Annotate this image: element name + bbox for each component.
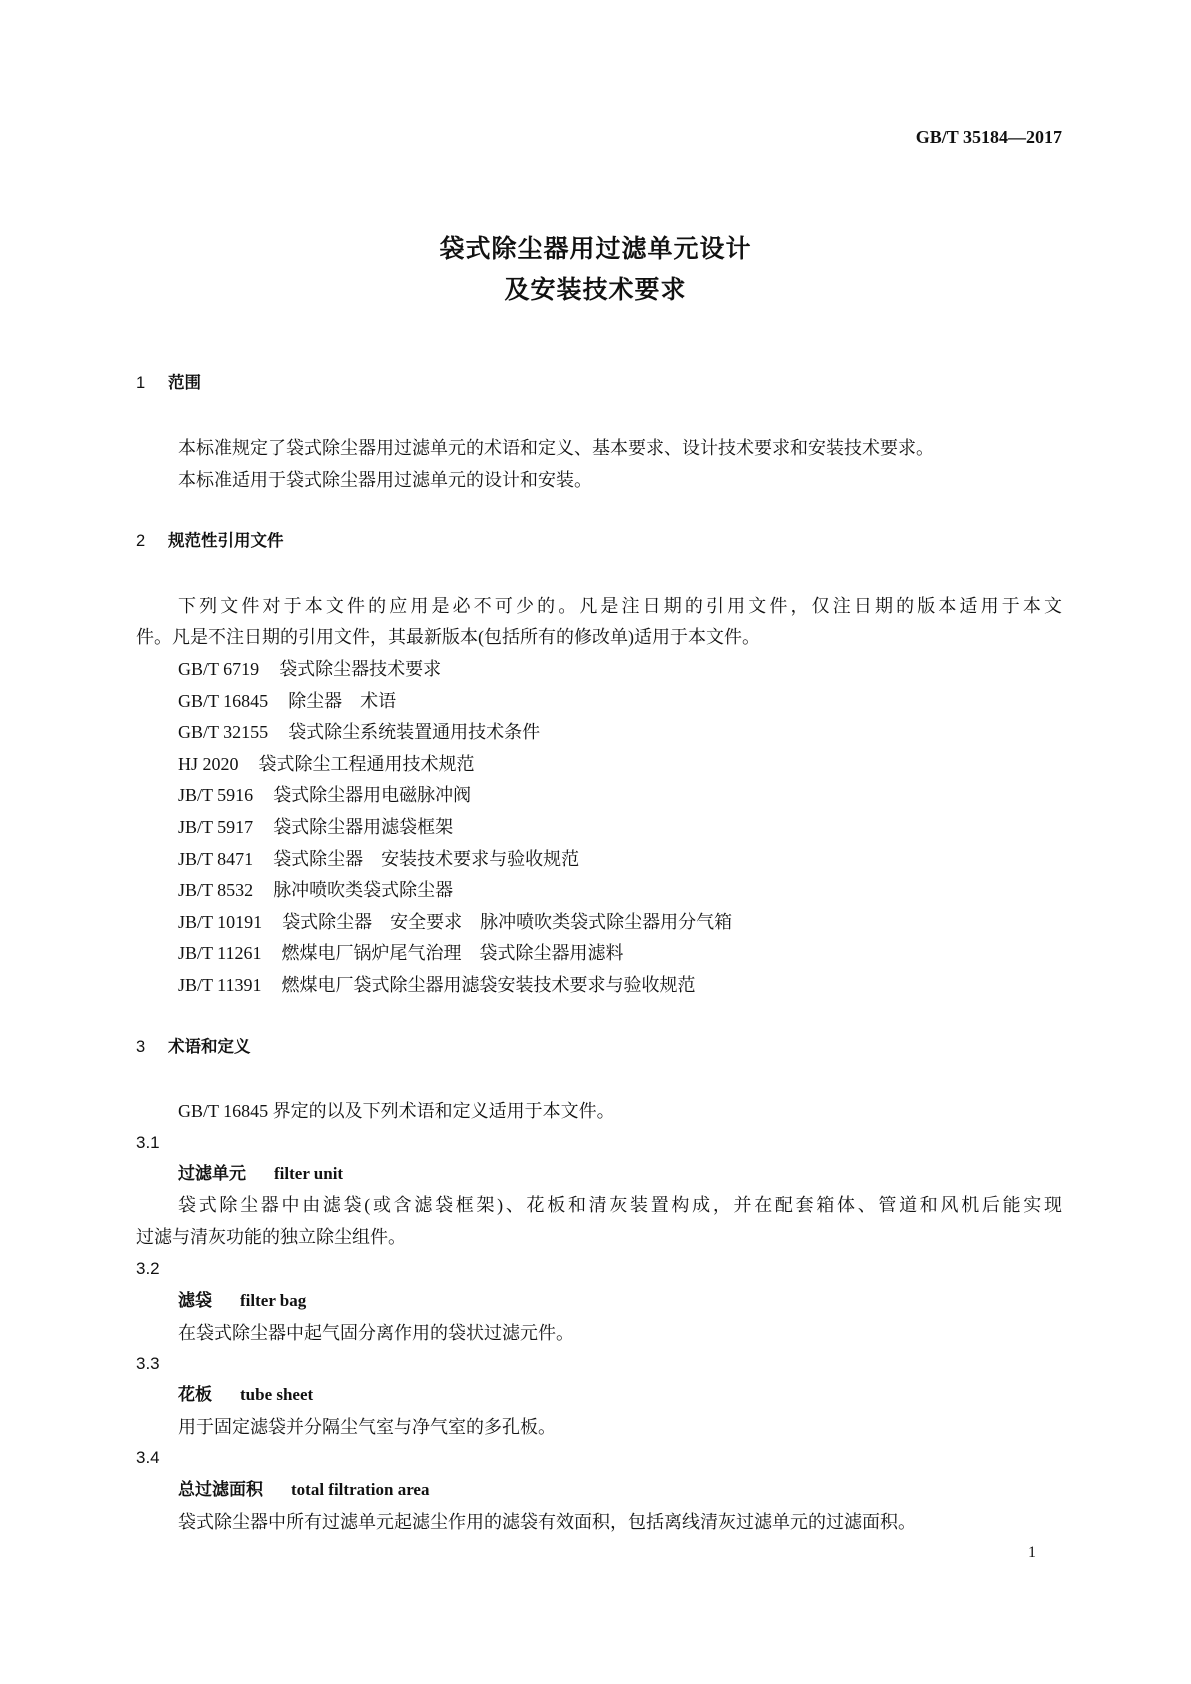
section-1-heading bbox=[136, 375, 201, 392]
reference-item bbox=[178, 818, 453, 836]
term-definition: 在袋式除尘器中起气固分离作用的袋状过滤元件。 bbox=[178, 1323, 574, 1343]
reference-item bbox=[178, 881, 453, 899]
term-zh: 总过滤面积 bbox=[178, 1480, 263, 1500]
reference-code: GB/T 6719 bbox=[178, 659, 260, 679]
term-number: 3.1 bbox=[136, 1133, 160, 1152]
reference-title: 袋式除尘工程通用技术规范 bbox=[258, 753, 475, 774]
term-en: tube sheet bbox=[240, 1385, 314, 1404]
term-en: filter unit bbox=[274, 1164, 344, 1183]
term-heading bbox=[178, 1386, 313, 1404]
term-definition: 袋式除尘器中由滤袋(或含滤袋框架)、花板和清灰装置构成，并在配套箱体、管道和风机后能实现 bbox=[178, 1195, 1062, 1215]
term-definition: 过滤与清灰功能的独立除尘组件。 bbox=[136, 1227, 406, 1247]
reference-item bbox=[178, 755, 475, 773]
paragraph: 件。凡是不注日期的引用文件，其最新版本(包括所有的修改单)适用于本文件。 bbox=[136, 627, 760, 647]
term-zh: 滤袋 bbox=[178, 1291, 212, 1311]
term-definition: 袋式除尘器中所有过滤单元起滤尘作用的滤袋有效面积，包括离线清灰过滤单元的过滤面积。 bbox=[178, 1512, 916, 1532]
document-code: GB/T 35184—2017 bbox=[915, 127, 1062, 147]
reference-title: 脉冲喷吹类袋式除尘器 bbox=[273, 880, 454, 901]
reference-item bbox=[178, 786, 471, 804]
title-line-2: 及安装技术要求 bbox=[504, 275, 687, 304]
reference-title: 袋式除尘器用电磁脉冲阀 bbox=[273, 785, 472, 806]
reference-title: 燃煤电厂锅炉尾气治理 袋式除尘器用滤料 bbox=[281, 943, 624, 964]
reference-title: 袋式除尘器 安装技术要求与验收规范 bbox=[273, 848, 580, 869]
term-number: 3.4 bbox=[136, 1448, 160, 1467]
paragraph: GB/T 16845 界定的以及下列术语和定义适用于本文件。 bbox=[178, 1101, 615, 1121]
term-en: total filtration area bbox=[291, 1480, 430, 1499]
term-heading bbox=[178, 1292, 306, 1310]
reference-title: 袋式除尘器 安全要求 脉冲喷吹类袋式除尘器用分气箱 bbox=[282, 911, 733, 932]
term-zh: 花板 bbox=[178, 1385, 212, 1405]
section-3-heading bbox=[136, 1039, 251, 1056]
term-number: 3.2 bbox=[136, 1259, 160, 1278]
reference-item bbox=[178, 723, 540, 741]
page-number: 1 bbox=[1028, 1544, 1036, 1561]
term-definition: 用于固定滤袋并分隔尘气室与净气室的多孔板。 bbox=[178, 1417, 556, 1437]
section-number: 1 bbox=[136, 374, 146, 392]
reference-title: 除尘器 术语 bbox=[288, 690, 397, 711]
term-zh: 过滤单元 bbox=[178, 1164, 246, 1184]
reference-title: 袋式除尘器技术要求 bbox=[279, 659, 442, 679]
term-heading bbox=[178, 1165, 343, 1183]
section-number: 3 bbox=[136, 1038, 146, 1056]
term-number: 3.3 bbox=[136, 1354, 160, 1373]
section-title: 规范性引用文件 bbox=[168, 531, 284, 550]
reference-item bbox=[178, 850, 579, 868]
paragraph: 本标准适用于袋式除尘器用过滤单元的设计和安装。 bbox=[178, 470, 592, 490]
reference-code: JB/T 8471 bbox=[178, 848, 254, 869]
reference-code: HJ 2020 bbox=[178, 753, 239, 774]
section-number: 2 bbox=[136, 532, 146, 550]
section-title: 术语和定义 bbox=[168, 1037, 251, 1056]
paragraph: 下列文件对于本文件的应用是必不可少的。凡是注日期的引用文件，仅注日期的版本适用于本文 bbox=[178, 596, 1062, 616]
section-2-heading bbox=[136, 533, 284, 550]
reference-code: JB/T 5916 bbox=[178, 785, 254, 806]
reference-item bbox=[178, 944, 624, 962]
reference-code: JB/T 10191 bbox=[178, 911, 263, 932]
term-heading bbox=[178, 1481, 429, 1499]
reference-title: 袋式除尘系统装置通用技术条件 bbox=[288, 722, 541, 743]
reference-item bbox=[178, 913, 732, 931]
section-title: 范围 bbox=[168, 373, 201, 392]
reference-item bbox=[178, 692, 396, 710]
reference-item bbox=[178, 660, 441, 678]
reference-code: JB/T 5917 bbox=[178, 817, 254, 837]
reference-item bbox=[178, 976, 696, 994]
reference-code: JB/T 11261 bbox=[178, 943, 262, 964]
paragraph: 本标准规定了袋式除尘器用过滤单元的术语和定义、基本要求、设计技术要求和安装技术要求。 bbox=[178, 438, 934, 458]
term-en: filter bag bbox=[240, 1291, 307, 1310]
reference-code: GB/T 16845 bbox=[178, 690, 269, 711]
reference-title: 袋式除尘器用滤袋框架 bbox=[273, 817, 454, 837]
reference-title: 燃煤电厂袋式除尘器用滤袋安装技术要求与验收规范 bbox=[281, 975, 696, 995]
reference-code: JB/T 8532 bbox=[178, 880, 254, 901]
title-line-1: 袋式除尘器用过滤单元设计 bbox=[439, 234, 752, 263]
reference-code: JB/T 11391 bbox=[178, 975, 262, 995]
reference-code: GB/T 32155 bbox=[178, 722, 269, 743]
